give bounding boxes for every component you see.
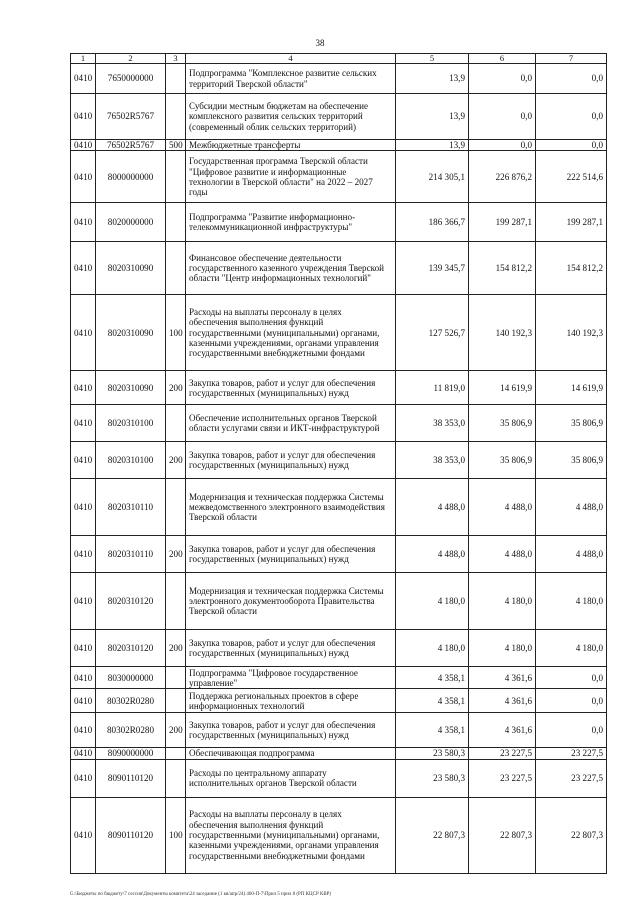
amount-2024-cell: 4 488,0	[396, 479, 469, 536]
amount-2026-cell: 4 180,0	[536, 573, 607, 630]
amount-2026-cell: 0,0	[536, 94, 607, 140]
target-article-code-cell: 8020000000	[96, 203, 166, 242]
expense-type-code-cell: 200	[166, 630, 186, 667]
table-row	[71, 797, 607, 873]
item-name-cell: Межбюджетные трансферты	[186, 140, 396, 151]
expense-type-code-cell	[166, 573, 186, 630]
amount-2025-cell: 4 361,6	[469, 689, 536, 713]
expense-type-code-cell	[166, 405, 186, 442]
column-header: 7	[536, 54, 607, 64]
amount-2024-cell: 4 358,1	[396, 667, 469, 689]
table-row	[71, 759, 607, 797]
column-header: 2	[96, 54, 166, 64]
amount-2025-cell: 4 361,6	[469, 667, 536, 689]
table-row	[71, 479, 607, 536]
section-code-cell: 0410	[71, 759, 96, 797]
amount-2024-cell: 11 819,0	[396, 371, 469, 405]
target-article-code-cell: 8020310110	[96, 536, 166, 573]
target-article-code-cell: 76502R5767	[96, 140, 166, 151]
amount-2024-cell: 4 488,0	[396, 536, 469, 573]
section-code-cell: 0410	[71, 442, 96, 479]
file-path-footer: G:\Бюджеты по бюджету\7 сессия\Документы комитета\24 заседание (1 кв/апр/24) 460-П-7\Прил 5 прил 8 (РП КЦСР КВР)	[70, 892, 332, 897]
amount-2026-cell: 23 227,5	[536, 759, 607, 797]
amount-2026-cell: 4 180,0	[536, 630, 607, 667]
expense-type-code-cell	[166, 203, 186, 242]
target-article-code-cell: 8020310120	[96, 630, 166, 667]
amount-2026-cell: 35 806,9	[536, 442, 607, 479]
table-row	[71, 405, 607, 442]
amount-2024-cell: 4 358,1	[396, 689, 469, 713]
item-name-cell: Расходы на выплаты персоналу в целях обеспечения выполнения функций государственными (муниципальными) органами, казенными учреждениями, органами управления государственными внебюджетными фондами	[186, 295, 396, 371]
expense-type-code-cell	[166, 242, 186, 295]
section-code-cell: 0410	[71, 630, 96, 667]
amount-2024-cell: 13,9	[396, 140, 469, 151]
section-code-cell: 0410	[71, 713, 96, 748]
expense-type-code-cell	[166, 479, 186, 536]
item-name-cell: Модернизация и техническая поддержка Системы электронного документооборота Правительства Тверской области	[186, 573, 396, 630]
item-name-cell: Расходы по центральному аппарату исполнительных органов Тверской области	[186, 759, 396, 797]
amount-2026-cell: 0,0	[536, 64, 607, 94]
page-number: 38	[315, 38, 325, 48]
target-article-code-cell: 8020310090	[96, 242, 166, 295]
amount-2026-cell: 154 812,2	[536, 242, 607, 295]
section-code-cell: 0410	[71, 573, 96, 630]
amount-2026-cell: 0,0	[536, 140, 607, 151]
section-code-cell: 0410	[71, 203, 96, 242]
expense-type-code-cell	[166, 759, 186, 797]
table-row	[71, 667, 607, 689]
section-code-cell: 0410	[71, 371, 96, 405]
table-row	[71, 630, 607, 667]
amount-2026-cell: 4 488,0	[536, 479, 607, 536]
amount-2025-cell: 23 227,5	[469, 759, 536, 797]
item-name-cell: Подпрограмма "Цифровое государственное управление"	[186, 667, 396, 689]
amount-2026-cell: 4 488,0	[536, 536, 607, 573]
expense-type-code-cell: 200	[166, 713, 186, 748]
section-code-cell: 0410	[71, 797, 96, 873]
amount-2026-cell: 0,0	[536, 689, 607, 713]
table-row	[71, 371, 607, 405]
expense-type-code-cell: 100	[166, 295, 186, 371]
target-article-code-cell: 8090000000	[96, 748, 166, 759]
amount-2024-cell: 4 180,0	[396, 573, 469, 630]
expense-type-code-cell	[166, 748, 186, 759]
column-header: 3	[166, 54, 186, 64]
amount-2025-cell: 4 180,0	[469, 573, 536, 630]
table-row	[71, 151, 607, 203]
item-name-cell: Закупка товаров, работ и услуг для обеспечения государственных (муниципальных) нужд	[186, 371, 396, 405]
table-row	[71, 295, 607, 371]
table-row	[71, 203, 607, 242]
target-article-code-cell: 80302R0280	[96, 689, 166, 713]
amount-2024-cell: 13,9	[396, 64, 469, 94]
amount-2024-cell: 38 353,0	[396, 442, 469, 479]
section-code-cell: 0410	[71, 667, 96, 689]
table-row	[71, 536, 607, 573]
section-code-cell: 0410	[71, 94, 96, 140]
table-header-row	[71, 54, 607, 64]
item-name-cell: Финансовое обеспечение деятельности государственного казенного учреждения Тверской области "Центр информационных технологий"	[186, 242, 396, 295]
table-row	[71, 573, 607, 630]
item-name-cell: Модернизация и техническая поддержка Системы межведомственного электронного взаимодействия Тверской области	[186, 479, 396, 536]
amount-2025-cell: 4 488,0	[469, 536, 536, 573]
column-header: 5	[396, 54, 469, 64]
amount-2024-cell: 186 366,7	[396, 203, 469, 242]
amount-2026-cell: 222 514,6	[536, 151, 607, 203]
amount-2026-cell: 35 806,9	[536, 405, 607, 442]
item-name-cell: Закупка товаров, работ и услуг для обеспечения государственных (муниципальных) нужд	[186, 442, 396, 479]
target-article-code-cell: 7650000000	[96, 64, 166, 94]
target-article-code-cell: 76502R5767	[96, 94, 166, 140]
expense-type-code-cell	[166, 151, 186, 203]
table-row	[71, 242, 607, 295]
amount-2025-cell: 0,0	[469, 64, 536, 94]
section-code-cell: 0410	[71, 242, 96, 295]
item-name-cell: Государственная программа Тверской области "Цифровое развитие и информационные технологии в Тверской области" на 2022 – 2027 годы	[186, 151, 396, 203]
expense-type-code-cell	[166, 667, 186, 689]
item-name-cell: Обеспечивающая подпрограмма	[186, 748, 396, 759]
target-article-code-cell: 8020310090	[96, 371, 166, 405]
item-name-cell: Подпрограмма "Комплексное развитие сельских территорий Тверской области"	[186, 64, 396, 94]
amount-2024-cell: 127 526,7	[396, 295, 469, 371]
amount-2026-cell: 0,0	[536, 667, 607, 689]
item-name-cell: Закупка товаров, работ и услуг для обеспечения государственных (муниципальных) нужд	[186, 630, 396, 667]
budget-table	[70, 53, 607, 874]
amount-2025-cell: 140 192,3	[469, 295, 536, 371]
amount-2025-cell: 226 876,2	[469, 151, 536, 203]
table-row	[71, 689, 607, 713]
expense-type-code-cell	[166, 689, 186, 713]
amount-2026-cell: 140 192,3	[536, 295, 607, 371]
target-article-code-cell: 8020310120	[96, 573, 166, 630]
target-article-code-cell: 8020310100	[96, 405, 166, 442]
amount-2025-cell: 4 488,0	[469, 479, 536, 536]
item-name-cell: Закупка товаров, работ и услуг для обеспечения государственных (муниципальных) нужд	[186, 536, 396, 573]
amount-2026-cell: 14 619,9	[536, 371, 607, 405]
amount-2025-cell: 4 180,0	[469, 630, 536, 667]
amount-2025-cell: 35 806,9	[469, 442, 536, 479]
table-row	[71, 748, 607, 759]
section-code-cell: 0410	[71, 479, 96, 536]
expense-type-code-cell	[166, 64, 186, 94]
column-header: 6	[469, 54, 536, 64]
section-code-cell: 0410	[71, 536, 96, 573]
item-name-cell: Подпрограмма "Развитие информационно-телекоммуникационной инфраструктуры"	[186, 203, 396, 242]
item-name-cell: Субсидии местным бюджетам на обеспечение комплексного развития сельских территорий (современный облик сельских территорий)	[186, 94, 396, 140]
amount-2025-cell: 4 361,6	[469, 713, 536, 748]
amount-2026-cell: 0,0	[536, 713, 607, 748]
item-name-cell: Расходы на выплаты персоналу в целях обеспечения выполнения функций государственными (муниципальными) органами, казенными учреждениями, органами управления государственными внебюджетными фондами	[186, 797, 396, 873]
expense-type-code-cell: 500	[166, 140, 186, 151]
amount-2025-cell: 154 812,2	[469, 242, 536, 295]
amount-2024-cell: 38 353,0	[396, 405, 469, 442]
amount-2024-cell: 4 358,1	[396, 713, 469, 748]
expense-type-code-cell: 200	[166, 536, 186, 573]
expense-type-code-cell: 200	[166, 442, 186, 479]
table-row	[71, 713, 607, 748]
column-header: 4	[186, 54, 396, 64]
amount-2024-cell: 22 807,3	[396, 797, 469, 873]
amount-2024-cell: 214 305,1	[396, 151, 469, 203]
amount-2026-cell: 199 287,1	[536, 203, 607, 242]
target-article-code-cell: 8090110120	[96, 759, 166, 797]
amount-2024-cell: 23 580,3	[396, 759, 469, 797]
target-article-code-cell: 80302R0280	[96, 713, 166, 748]
expense-type-code-cell: 100	[166, 797, 186, 873]
section-code-cell: 0410	[71, 689, 96, 713]
amount-2025-cell: 0,0	[469, 94, 536, 140]
section-code-cell: 0410	[71, 295, 96, 371]
table-row	[71, 94, 607, 140]
section-code-cell: 0410	[71, 405, 96, 442]
section-code-cell: 0410	[71, 64, 96, 94]
amount-2025-cell: 199 287,1	[469, 203, 536, 242]
amount-2026-cell: 23 227,5	[536, 748, 607, 759]
target-article-code-cell: 8020310110	[96, 479, 166, 536]
column-header: 1	[71, 54, 96, 64]
section-code-cell: 0410	[71, 151, 96, 203]
item-name-cell: Закупка товаров, работ и услуг для обеспечения государственных (муниципальных) нужд	[186, 713, 396, 748]
amount-2025-cell: 0,0	[469, 140, 536, 151]
amount-2025-cell: 22 807,3	[469, 797, 536, 873]
item-name-cell: Обеспечение исполнительных органов Тверской области услугами связи и ИКТ-инфраструктурой	[186, 405, 396, 442]
item-name-cell: Поддержка региональных проектов в сфере информационных технологий	[186, 689, 396, 713]
amount-2025-cell: 23 227,5	[469, 748, 536, 759]
amount-2024-cell: 4 180,0	[396, 630, 469, 667]
target-article-code-cell: 8020310090	[96, 295, 166, 371]
section-code-cell: 0410	[71, 748, 96, 759]
target-article-code-cell: 8000000000	[96, 151, 166, 203]
table-row	[71, 140, 607, 151]
section-code-cell: 0410	[71, 140, 96, 151]
target-article-code-cell: 8090110120	[96, 797, 166, 873]
amount-2025-cell: 35 806,9	[469, 405, 536, 442]
expense-type-code-cell	[166, 94, 186, 140]
amount-2024-cell: 23 580,3	[396, 748, 469, 759]
amount-2025-cell: 14 619,9	[469, 371, 536, 405]
table-row	[71, 442, 607, 479]
amount-2024-cell: 139 345,7	[396, 242, 469, 295]
table-row	[71, 64, 607, 94]
amount-2026-cell: 22 807,3	[536, 797, 607, 873]
target-article-code-cell: 8030000000	[96, 667, 166, 689]
target-article-code-cell: 8020310100	[96, 442, 166, 479]
amount-2024-cell: 13,9	[396, 94, 469, 140]
expense-type-code-cell: 200	[166, 371, 186, 405]
